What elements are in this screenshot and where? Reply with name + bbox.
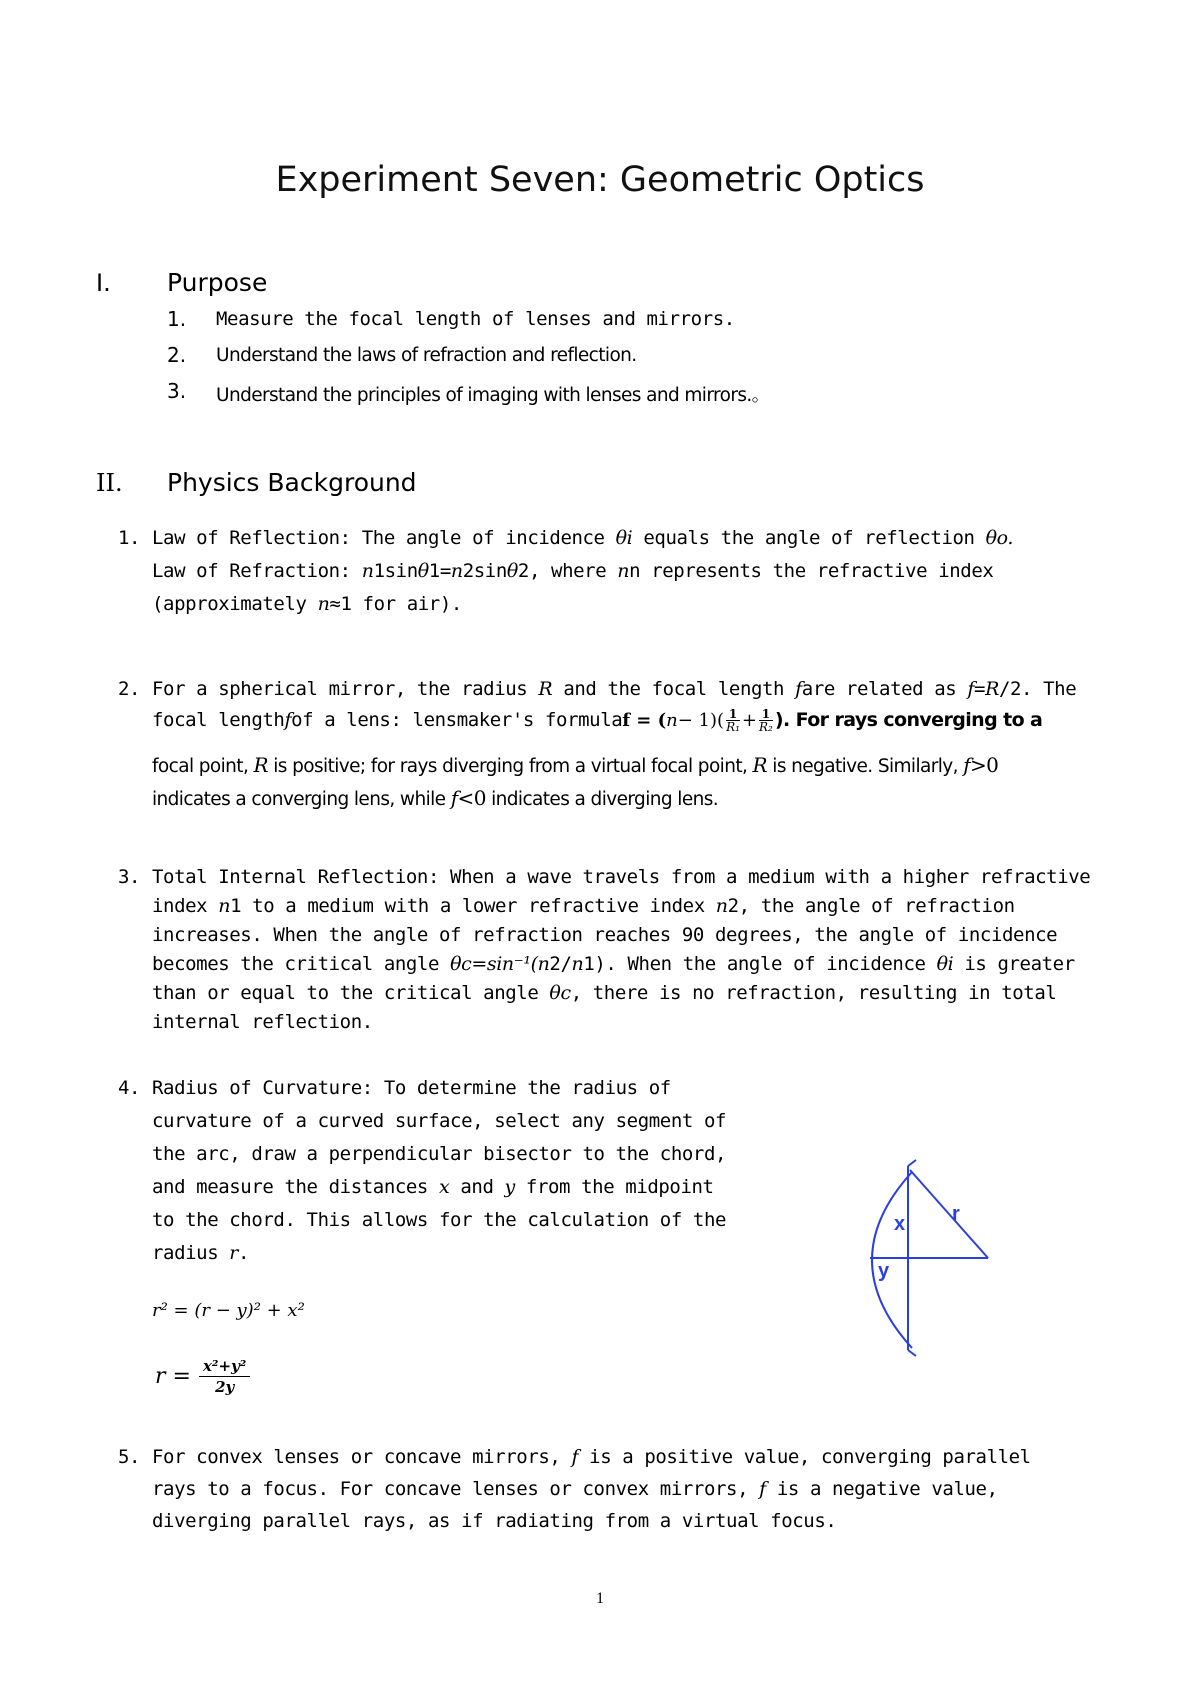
reflection-law-line: Law of Reflection: The angle of incidence θi equals the angle of reflection θo. (152, 527, 1013, 549)
curvature-diagram (850, 1140, 1010, 1360)
tir-line: Total Internal Reflection: When a wave travels from a medium with a higher refractive (152, 866, 1091, 888)
page-title: Experiment Seven: Geometric Optics (275, 160, 925, 200)
radius-equation-1: r² = (r − y)² + x² (152, 1300, 305, 1321)
refraction-law-line: (approximately n≈1 for air). (152, 593, 462, 615)
background-item-number: 4. (118, 1077, 141, 1099)
background-item-number: 2. (118, 678, 141, 700)
sign-convention-line: focal point, R is positive; for rays diverging from a virtual focal point, R is negative. Similarly, f>0 (152, 753, 999, 777)
page-number: 1 (596, 1590, 604, 1607)
lensmaker-fraction: $\frac{1}{\text{R₁}}$ (726, 706, 740, 734)
background-item-number: 5. (118, 1446, 141, 1468)
lensmaker-formula-line: focal length f of a lens: lensmaker's formula f = ( n − 1)( $\frac{1}{\text{R₁}}$ + $\frac{1}{\text{R₂}}$ ). For rays converging to a (152, 706, 1043, 734)
diagram-label-r: r (952, 1203, 960, 1225)
section-heading-purpose: Purpose (167, 268, 268, 297)
purpose-item-text: Understand the principles of imaging with lenses and mirrors.。 (216, 385, 770, 406)
purpose-item-text: Understand the laws of refraction and reflection. (216, 345, 637, 366)
refraction-law-line: Law of Refraction: n1sinθ1=n2sinθ2, where nn represents the refractive index (152, 560, 994, 582)
curvature-line: to the chord. This allows for the calculation of the (152, 1209, 727, 1231)
tir-line: internal reflection. (152, 1011, 373, 1033)
purpose-item-number: 1. (167, 307, 187, 331)
curvature-line: the arc, draw a perpendicular bisector to the chord, (152, 1143, 727, 1165)
radius-fraction: $\frac{\text{x²+y²}}{2y}$ (199, 1356, 250, 1397)
curvature-line: curvature of a curved surface, select any segment of (152, 1110, 727, 1132)
focal-sign-line: For convex lenses or concave mirrors, f is a positive value, converging parallel (152, 1446, 1031, 1468)
sign-convention-line: indicates a converging lens, while f<0 indicates a diverging lens. (152, 786, 719, 810)
section-heading-background: Physics Background (167, 468, 417, 497)
radius-line (910, 1170, 988, 1258)
curvature-line: and measure the distances x and y from the midpoint (152, 1176, 714, 1198)
lensmaker-fraction: $\frac{1}{\text{R₂}}$ (759, 706, 773, 734)
diagram-label-x: x (894, 1213, 906, 1235)
section-number-purpose: I. (96, 269, 111, 297)
background-item-number: 1. (118, 527, 141, 549)
purpose-item-text: Measure the focal length of lenses and mirrors. (216, 308, 735, 330)
focal-sign-line: rays to a focus. For concave lenses or convex mirrors, f is a negative value, (152, 1478, 998, 1500)
curvature-line: Radius of Curvature: To determine the radius of (152, 1077, 671, 1099)
background-item-number: 3. (118, 866, 141, 888)
radius-equation-2: r = $\frac{\text{x²+y²}}{2y}$ (155, 1356, 250, 1397)
tir-line: than or equal to the critical angle θc, there is no refraction, resulting in total (152, 982, 1057, 1004)
section-number-background: II. (96, 469, 123, 497)
tir-line: index n1 to a medium with a lower refractive index n2, the angle of refraction (152, 895, 1015, 917)
diagram-label-y: y (878, 1260, 890, 1282)
tir-line: increases. When the angle of refraction reaches 90 degrees, the angle of incidence (152, 924, 1058, 946)
tir-line: becomes the critical angle θc=sin⁻¹(n2/n1). When the angle of incidence θi is greater (152, 953, 1075, 975)
purpose-item-number: 2. (167, 343, 187, 367)
spherical-mirror-line: For a spherical mirror, the radius R and the focal length fare related as f=R/2. The (152, 678, 1077, 700)
focal-sign-line: diverging parallel rays, as if radiating from a virtual focus. (152, 1510, 837, 1532)
purpose-item-number: 3. (167, 379, 187, 403)
curvature-line: radius r. (152, 1242, 250, 1264)
